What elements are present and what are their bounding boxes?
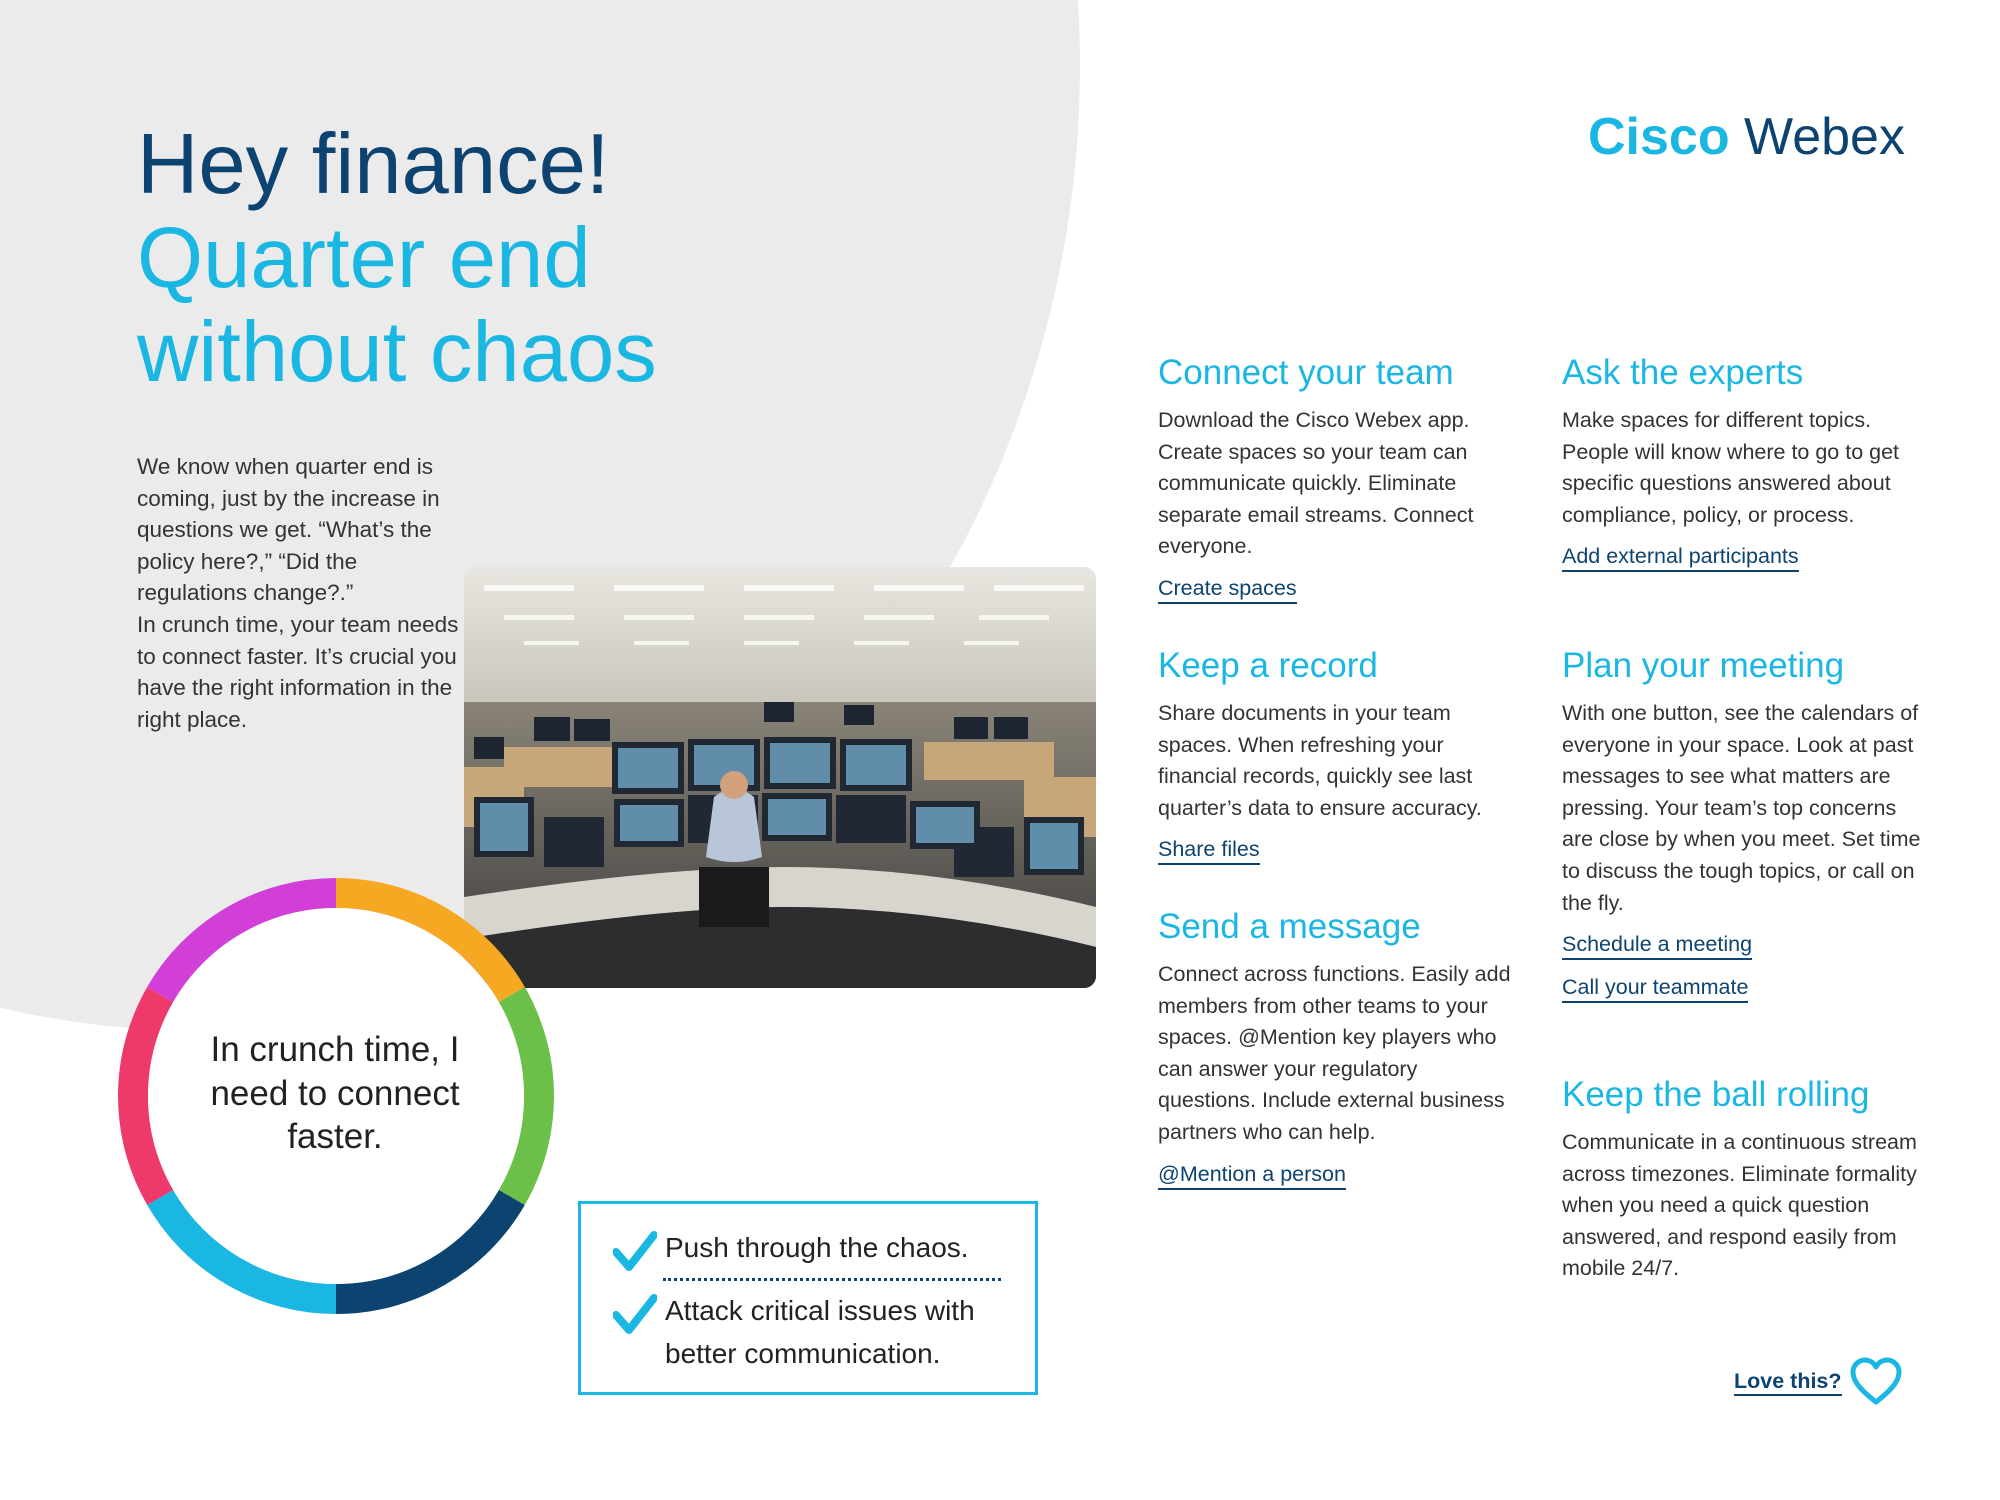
checkmark-icon bbox=[613, 1230, 657, 1274]
section-body: Communicate in a continuous stream across timezones. Eliminate formality when you need a quick question answered, and respond easily from mobile 24/7. bbox=[1562, 1130, 1917, 1281]
call-teammate-link[interactable]: Call your teammate bbox=[1562, 974, 1748, 1003]
section-body: With one button, see the calendars of everyone in your space. Look at past messages to see what matters are pressing. Your team’s top concerns are close by when you meet. Set time to discuss the tough topics, or call on the fly. bbox=[1562, 701, 1921, 915]
heart-icon bbox=[1850, 1356, 1902, 1408]
section-title: Keep a record bbox=[1158, 646, 1378, 685]
headline-line-1: Hey finance! bbox=[137, 117, 610, 212]
section-links bbox=[1562, 919, 1932, 1003]
section-body: Download the Cisco Webex app. Create spaces so your team can communicate quickly. Eliminate separate email streams. Connect everyone. bbox=[1158, 408, 1474, 559]
ring-quote: In crunch time, I need to connect faster. bbox=[210, 1030, 460, 1156]
divider bbox=[663, 1278, 1001, 1281]
cisco-webex-logo bbox=[1588, 106, 1905, 168]
section-keep-ball-rolling bbox=[1562, 1073, 1932, 1285]
schedule-meeting-link[interactable]: Schedule a meeting bbox=[1562, 931, 1752, 960]
section-send-message bbox=[1158, 905, 1513, 1190]
love-this-label: Love this? bbox=[1734, 1369, 1842, 1396]
intro-paragraph-2: In crunch time, your team needs to connect faster. It’s crucial you have the right information in the right place. bbox=[137, 611, 459, 732]
section-plan-meeting bbox=[1562, 644, 1932, 1003]
section-title: Keep the ball rolling bbox=[1562, 1075, 1870, 1114]
create-spaces-link[interactable]: Create spaces bbox=[1158, 575, 1297, 604]
logo-webex: Webex bbox=[1729, 108, 1905, 166]
checklist-item-text: Push through the chaos. bbox=[665, 1232, 969, 1263]
section-connect-team bbox=[1158, 351, 1513, 604]
section-ask-experts bbox=[1562, 351, 1917, 572]
section-body: Connect across functions. Easily add members from other teams to your spaces. @Mention key players who can answer your regulatory questions. Include external business partners who can help. bbox=[1158, 962, 1511, 1144]
section-body: Make spaces for different topics. People will know where to go to get specific questions answered about compliance, policy, or process. bbox=[1562, 408, 1900, 527]
control-room-photo bbox=[464, 567, 1096, 988]
add-external-participants-link[interactable]: Add external participants bbox=[1562, 543, 1799, 572]
section-title: Connect your team bbox=[1158, 353, 1454, 392]
headline-line-2: Quarter end bbox=[137, 211, 591, 306]
hero-headline bbox=[137, 118, 657, 400]
love-this-button[interactable] bbox=[1734, 1356, 1902, 1408]
mention-person-link[interactable]: @Mention a person bbox=[1158, 1161, 1346, 1190]
logo-cisco: Cisco bbox=[1588, 108, 1730, 166]
checklist-item-text: Attack critical issues with better communication. bbox=[665, 1295, 975, 1369]
section-title: Plan your meeting bbox=[1562, 646, 1845, 685]
checklist-item bbox=[613, 1226, 969, 1274]
intro-text bbox=[137, 451, 472, 735]
headline-line-3: without chaos bbox=[137, 305, 657, 400]
section-body: Share documents in your team spaces. When refreshing your financial records, quickly see last quarter’s data to ensure accuracy. bbox=[1158, 701, 1482, 820]
section-keep-record bbox=[1158, 644, 1528, 865]
checkmark-icon bbox=[613, 1293, 657, 1337]
share-files-link[interactable]: Share files bbox=[1158, 836, 1260, 865]
checklist-box bbox=[578, 1201, 1038, 1395]
section-title: Ask the experts bbox=[1562, 353, 1804, 392]
intro-paragraph-1: We know when quarter end is coming, just by the increase in questions we get. “What’s the policy here?,” “Did the regulations change?.” bbox=[137, 454, 440, 606]
section-title: Send a message bbox=[1158, 907, 1421, 946]
checklist-item bbox=[613, 1289, 1023, 1375]
